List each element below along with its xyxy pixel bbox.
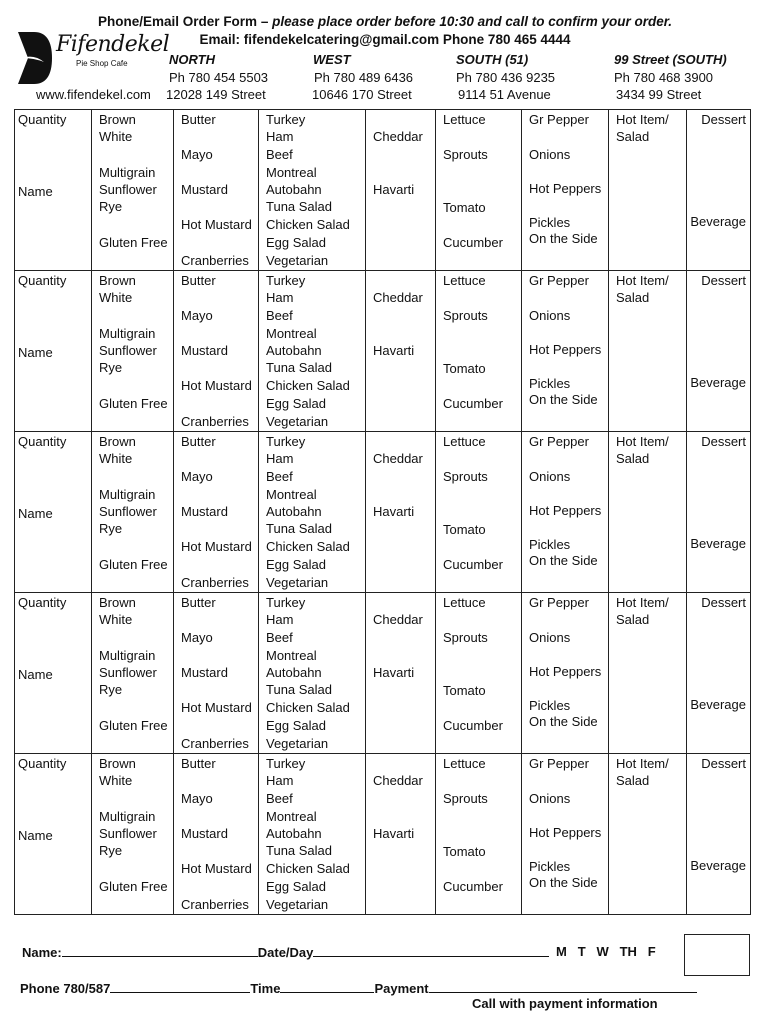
col-cheese[interactable]	[366, 110, 436, 271]
option-breads[interactable]: White	[99, 451, 133, 466]
option-meats[interactable]: Turkey	[266, 112, 306, 127]
option-spreads[interactable]: Butter	[181, 434, 216, 449]
col-spread[interactable]	[174, 754, 259, 915]
location-phone-north: Ph 780 454 5503	[169, 70, 269, 85]
col-veggies[interactable]	[522, 432, 609, 593]
col-quantity[interactable]	[15, 110, 92, 271]
option-meats[interactable]: Ham	[266, 129, 294, 144]
payment-line[interactable]	[429, 980, 697, 993]
option-veggies[interactable]: Onions	[529, 147, 571, 162]
option-spreads[interactable]: Mustard	[181, 826, 228, 841]
col-hot-item[interactable]	[609, 271, 687, 432]
col-hot-item[interactable]	[609, 110, 687, 271]
option-breads[interactable]: Multigrain	[99, 809, 156, 824]
option-meats[interactable]: Egg Salad	[266, 879, 326, 894]
option-veggies[interactable]: Pickles	[529, 215, 571, 230]
option-breads[interactable]: Brown	[99, 756, 136, 771]
day-w[interactable]: W	[596, 944, 609, 959]
option-breads[interactable]: Multigrain	[99, 165, 156, 180]
option-beverage[interactable]: Beverage	[690, 375, 746, 390]
col-bread[interactable]	[92, 593, 174, 754]
option-veggies[interactable]: Pickles	[529, 537, 571, 552]
option-meats[interactable]: Turkey	[266, 273, 306, 288]
option-quantity[interactable]: Quantity	[18, 595, 67, 610]
option-cheeses[interactable]: Havarti	[373, 343, 415, 358]
total-box[interactable]	[684, 934, 750, 976]
option-dessert[interactable]: Dessert	[701, 112, 746, 127]
time-label: Time	[250, 981, 281, 996]
option-veggies[interactable]: Onions	[529, 469, 571, 484]
col-bread[interactable]	[92, 432, 174, 593]
option-greens[interactable]: Sprouts	[443, 469, 488, 484]
name-label: Name:	[22, 945, 62, 960]
option-veggies[interactable]: On the Side	[529, 714, 598, 729]
col-quantity[interactable]	[15, 271, 92, 432]
option-meats[interactable]: Chicken Salad	[266, 539, 350, 554]
col-cheese[interactable]	[366, 754, 436, 915]
logo-name: Fifendekel	[56, 32, 170, 57]
option-spreads[interactable]: Cranberries	[181, 414, 249, 429]
col-spread[interactable]	[174, 432, 259, 593]
option-breads[interactable]: Brown	[99, 112, 136, 127]
option-spreads[interactable]: Butter	[181, 112, 216, 127]
col-extras[interactable]	[687, 271, 751, 432]
option-meats[interactable]: Chicken Salad	[266, 378, 350, 393]
option-veggies[interactable]: Gr Pepper	[529, 434, 589, 449]
option-meats[interactable]: Montreal	[266, 487, 317, 502]
option-veggies[interactable]: Hot Peppers	[529, 664, 602, 679]
option-spreads[interactable]: Mustard	[181, 665, 228, 680]
option-quantity[interactable]: Quantity	[18, 112, 67, 127]
option-meats[interactable]: Egg Salad	[266, 235, 326, 250]
option-spreads[interactable]: Hot Mustard	[181, 378, 252, 393]
col-bread[interactable]	[92, 110, 174, 271]
option-greens[interactable]: Lettuce	[443, 434, 486, 449]
option-spreads[interactable]: Mustard	[181, 504, 228, 519]
col-veggies[interactable]	[522, 593, 609, 754]
option-hot-item[interactable]: Hot Item/	[616, 273, 669, 288]
option-greens[interactable]: Sprouts	[443, 308, 488, 323]
option-breads[interactable]: Multigrain	[99, 326, 156, 341]
option-greens[interactable]: Cucumber	[443, 235, 503, 250]
option-meats[interactable]: Vegetarian	[266, 897, 329, 912]
logo-mark-icon	[14, 28, 54, 88]
col-quantity[interactable]	[15, 593, 92, 754]
logo-subtitle: Pie Shop Cafe	[76, 59, 128, 68]
option-breads[interactable]: White	[99, 129, 133, 144]
option-breads[interactable]: Rye	[99, 199, 123, 214]
option-breads[interactable]: Sunflower	[99, 182, 157, 197]
option-spreads[interactable]: Mayo	[181, 147, 213, 162]
col-hot-item[interactable]	[609, 432, 687, 593]
payment-label: Payment	[374, 981, 429, 996]
option-spreads[interactable]: Cranberries	[181, 575, 249, 590]
option-spreads[interactable]: Mayo	[181, 308, 213, 323]
option-name[interactable]: Name	[18, 506, 53, 521]
order-block	[15, 110, 751, 271]
option-veggies[interactable]: On the Side	[529, 553, 598, 568]
option-veggies[interactable]: On the Side	[529, 875, 598, 890]
option-veggies[interactable]: Hot Peppers	[529, 503, 602, 518]
option-dessert[interactable]: Dessert	[701, 756, 746, 771]
option-beverage[interactable]: Beverage	[690, 697, 746, 712]
phone-line[interactable]	[110, 980, 250, 993]
footer-phone-field[interactable]	[20, 980, 697, 996]
option-breads[interactable]: Gluten Free	[99, 396, 168, 411]
day-th[interactable]: TH	[619, 944, 637, 959]
col-meat[interactable]	[259, 593, 366, 754]
option-greens[interactable]: Sprouts	[443, 791, 488, 806]
option-veggies[interactable]: Onions	[529, 308, 571, 323]
option-dessert[interactable]: Dessert	[701, 273, 746, 288]
option-beverage[interactable]: Beverage	[690, 858, 746, 873]
option-cheeses[interactable]: Havarti	[373, 182, 415, 197]
option-meats[interactable]: Vegetarian	[266, 575, 329, 590]
option-meats[interactable]: Vegetarian	[266, 736, 329, 751]
order-block	[15, 432, 751, 593]
col-meat[interactable]	[259, 754, 366, 915]
option-spreads[interactable]: Mustard	[181, 182, 228, 197]
option-cheeses[interactable]: Havarti	[373, 826, 415, 841]
option-breads[interactable]: Brown	[99, 273, 136, 288]
option-meats[interactable]: Chicken Salad	[266, 700, 350, 715]
option-veggies[interactable]: Pickles	[529, 698, 571, 713]
option-meats[interactable]: Beef	[266, 308, 293, 323]
option-meats[interactable]: Turkey	[266, 595, 306, 610]
option-spreads[interactable]: Butter	[181, 595, 216, 610]
option-breads[interactable]: Rye	[99, 521, 123, 536]
option-meats[interactable]: Egg Salad	[266, 718, 326, 733]
option-veggies[interactable]: Gr Pepper	[529, 273, 589, 288]
option-dessert[interactable]: Dessert	[701, 434, 746, 449]
col-greens[interactable]	[436, 110, 522, 271]
option-greens[interactable]: Tomato	[443, 361, 486, 376]
option-meats[interactable]: Montreal	[266, 326, 317, 341]
location-name-west: WEST	[313, 52, 351, 67]
phone-label: Phone 780/587	[20, 981, 111, 996]
col-cheese[interactable]	[366, 593, 436, 754]
option-spreads[interactable]: Mayo	[181, 791, 213, 806]
option-breads[interactable]: Rye	[99, 682, 123, 697]
option-meats[interactable]: Autobahn	[266, 826, 322, 841]
option-spreads[interactable]: Mayo	[181, 630, 213, 645]
option-meats[interactable]: Ham	[266, 773, 294, 788]
option-meats[interactable]: Montreal	[266, 165, 317, 180]
col-spread[interactable]	[174, 110, 259, 271]
col-meat[interactable]	[259, 110, 366, 271]
option-spreads[interactable]: Cranberries	[181, 736, 249, 751]
option-greens[interactable]: Cucumber	[443, 718, 503, 733]
option-breads[interactable]: Multigrain	[99, 487, 156, 502]
option-meats[interactable]: Autobahn	[266, 665, 322, 680]
option-meats[interactable]: Egg Salad	[266, 557, 326, 572]
option-greens[interactable]: Lettuce	[443, 273, 486, 288]
option-spreads[interactable]: Butter	[181, 273, 216, 288]
option-meats[interactable]: Beef	[266, 469, 293, 484]
col-veggies[interactable]	[522, 754, 609, 915]
option-veggies[interactable]: Hot Peppers	[529, 181, 602, 196]
col-hot-item[interactable]	[609, 754, 687, 915]
option-greens[interactable]: Lettuce	[443, 112, 486, 127]
website-link[interactable]: www.fifendekel.com	[36, 87, 151, 102]
option-veggies[interactable]: Onions	[529, 791, 571, 806]
option-veggies[interactable]: On the Side	[529, 392, 598, 407]
option-breads[interactable]: Gluten Free	[99, 879, 168, 894]
col-bread[interactable]	[92, 754, 174, 915]
col-greens[interactable]	[436, 593, 522, 754]
option-cheeses[interactable]: Cheddar	[373, 773, 423, 788]
col-quantity[interactable]	[15, 432, 92, 593]
col-meat[interactable]	[259, 432, 366, 593]
col-spread[interactable]	[174, 593, 259, 754]
option-greens[interactable]: Cucumber	[443, 396, 503, 411]
option-meats[interactable]: Ham	[266, 290, 294, 305]
option-meats[interactable]: Beef	[266, 147, 293, 162]
location-address-99street: 3434 99 Street	[616, 87, 702, 102]
option-meats[interactable]: Tuna Salad	[266, 843, 333, 858]
option-spreads[interactable]: Hot Mustard	[181, 217, 252, 232]
option-greens[interactable]: Sprouts	[443, 630, 488, 645]
option-hot-item[interactable]: Hot Item/	[616, 434, 669, 449]
option-breads[interactable]: Rye	[99, 843, 123, 858]
option-greens[interactable]: Sprouts	[443, 147, 488, 162]
option-name[interactable]: Name	[18, 828, 53, 843]
option-spreads[interactable]: Cranberries	[181, 253, 249, 268]
location-name-north: NORTH	[169, 52, 215, 67]
form-title: Phone/Email Order Form – please place order before 10:30 and call to confirm your order.	[98, 14, 672, 29]
col-cheese[interactable]	[366, 432, 436, 593]
option-hot-item[interactable]: Hot Item/	[616, 595, 669, 610]
option-veggies[interactable]: Gr Pepper	[529, 595, 589, 610]
col-extras[interactable]	[687, 593, 751, 754]
col-bread[interactable]	[92, 271, 174, 432]
option-cheeses[interactable]: Havarti	[373, 665, 415, 680]
option-meats[interactable]: Tuna Salad	[266, 360, 333, 375]
option-veggies[interactable]: Hot Peppers	[529, 342, 602, 357]
footer-name-field[interactable]	[22, 944, 549, 960]
day-f[interactable]: F	[647, 944, 656, 959]
option-meats[interactable]: Tuna Salad	[266, 199, 333, 214]
option-hot-item[interactable]: Salad	[616, 290, 650, 305]
name-line[interactable]	[62, 944, 258, 957]
option-meats[interactable]: Turkey	[266, 756, 306, 771]
option-breads[interactable]: Sunflower	[99, 826, 157, 841]
option-hot-item[interactable]: Hot Item/	[616, 756, 669, 771]
day-t[interactable]: T	[577, 944, 586, 959]
option-breads[interactable]: Rye	[99, 360, 123, 375]
option-meats[interactable]: Autobahn	[266, 343, 322, 358]
option-spreads[interactable]: Hot Mustard	[181, 861, 252, 876]
option-spreads[interactable]: Hot Mustard	[181, 700, 252, 715]
call-note: Call with payment information	[472, 996, 658, 1011]
option-spreads[interactable]: Mayo	[181, 469, 213, 484]
col-spread[interactable]	[174, 271, 259, 432]
location-address-north: 12028 149 Street	[166, 87, 266, 102]
option-name[interactable]: Name	[18, 667, 53, 682]
option-meats[interactable]: Chicken Salad	[266, 217, 350, 232]
col-greens[interactable]	[436, 271, 522, 432]
option-meats[interactable]: Vegetarian	[266, 253, 329, 268]
time-line[interactable]	[280, 980, 374, 993]
option-breads[interactable]: Gluten Free	[99, 718, 168, 733]
option-meats[interactable]: Ham	[266, 451, 294, 466]
option-name[interactable]: Name	[18, 184, 53, 199]
option-breads[interactable]: Sunflower	[99, 504, 157, 519]
option-cheeses[interactable]: Cheddar	[373, 290, 423, 305]
option-quantity[interactable]: Quantity	[18, 273, 67, 288]
option-breads[interactable]: White	[99, 612, 133, 627]
contact-line: Email: fifendekelcatering@gmail.com Phone 780 465 4444	[199, 32, 571, 47]
option-meats[interactable]: Autobahn	[266, 504, 322, 519]
day-m[interactable]: M	[556, 944, 567, 959]
option-cheeses[interactable]: Cheddar	[373, 612, 423, 627]
option-breads[interactable]: Sunflower	[99, 665, 157, 680]
col-extras[interactable]	[687, 754, 751, 915]
option-breads[interactable]: Brown	[99, 434, 136, 449]
option-meats[interactable]: Tuna Salad	[266, 521, 333, 536]
location-address-west: 10646 170 Street	[312, 87, 412, 102]
option-veggies[interactable]: Hot Peppers	[529, 825, 602, 840]
option-breads[interactable]: Gluten Free	[99, 557, 168, 572]
option-hot-item[interactable]: Salad	[616, 773, 650, 788]
option-breads[interactable]: Brown	[99, 595, 136, 610]
option-meats[interactable]: Tuna Salad	[266, 682, 333, 697]
option-hot-item[interactable]: Salad	[616, 612, 650, 627]
option-breads[interactable]: White	[99, 290, 133, 305]
option-meats[interactable]: Montreal	[266, 648, 317, 663]
option-greens[interactable]: Lettuce	[443, 756, 486, 771]
option-meats[interactable]: Autobahn	[266, 182, 322, 197]
option-veggies[interactable]: Gr Pepper	[529, 112, 589, 127]
date-label: Date/Day	[257, 945, 314, 960]
option-meats[interactable]: Egg Salad	[266, 396, 326, 411]
weekday-options	[556, 944, 656, 959]
option-greens[interactable]: Tomato	[443, 683, 486, 698]
option-breads[interactable]: Multigrain	[99, 648, 156, 663]
option-spreads[interactable]: Mustard	[181, 343, 228, 358]
option-spreads[interactable]: Cranberries	[181, 897, 249, 912]
option-greens[interactable]: Tomato	[443, 844, 486, 859]
location-phone-west: Ph 780 489 6436	[314, 70, 414, 85]
option-veggies[interactable]: On the Side	[529, 231, 598, 246]
order-grid	[14, 109, 751, 915]
location-name-99street: 99 Street (SOUTH)	[614, 52, 727, 67]
option-spreads[interactable]: Hot Mustard	[181, 539, 252, 554]
col-extras[interactable]	[687, 432, 751, 593]
option-greens[interactable]: Lettuce	[443, 595, 486, 610]
option-breads[interactable]: Sunflower	[99, 343, 157, 358]
option-dessert[interactable]: Dessert	[701, 595, 746, 610]
option-meats[interactable]: Turkey	[266, 434, 306, 449]
option-meats[interactable]: Chicken Salad	[266, 861, 350, 876]
option-hot-item[interactable]: Salad	[616, 451, 650, 466]
col-veggies[interactable]	[522, 110, 609, 271]
option-greens[interactable]: Tomato	[443, 200, 486, 215]
option-breads[interactable]: Gluten Free	[99, 235, 168, 250]
location-address-south51: 9114 51 Avenue	[458, 87, 551, 102]
option-quantity[interactable]: Quantity	[18, 756, 67, 771]
option-beverage[interactable]: Beverage	[690, 536, 746, 551]
option-cheeses[interactable]: Cheddar	[373, 129, 423, 144]
option-greens[interactable]: Tomato	[443, 522, 486, 537]
col-quantity[interactable]	[15, 754, 92, 915]
location-phone-99street: Ph 780 468 3900	[614, 70, 714, 85]
option-cheeses[interactable]: Havarti	[373, 504, 415, 519]
col-meat[interactable]	[259, 271, 366, 432]
option-meats[interactable]: Beef	[266, 791, 293, 806]
col-greens[interactable]	[436, 754, 522, 915]
col-veggies[interactable]	[522, 271, 609, 432]
option-quantity[interactable]: Quantity	[18, 434, 67, 449]
option-meats[interactable]: Beef	[266, 630, 293, 645]
logo	[14, 28, 170, 90]
option-hot-item[interactable]: Salad	[616, 129, 650, 144]
option-greens[interactable]: Cucumber	[443, 879, 503, 894]
order-block	[15, 754, 751, 915]
option-name[interactable]: Name	[18, 345, 53, 360]
col-extras[interactable]	[687, 110, 751, 271]
location-phone-south51: Ph 780 436 9235	[456, 70, 556, 85]
option-meats[interactable]: Montreal	[266, 809, 317, 824]
option-veggies[interactable]: Onions	[529, 630, 571, 645]
order-block	[15, 271, 751, 432]
option-beverage[interactable]: Beverage	[690, 214, 746, 229]
option-meats[interactable]: Vegetarian	[266, 414, 329, 429]
option-veggies[interactable]: Gr Pepper	[529, 756, 589, 771]
option-meats[interactable]: Ham	[266, 612, 294, 627]
col-greens[interactable]	[436, 432, 522, 593]
date-line[interactable]	[313, 944, 549, 957]
option-greens[interactable]: Cucumber	[443, 557, 503, 572]
option-spreads[interactable]: Butter	[181, 756, 216, 771]
option-hot-item[interactable]: Hot Item/	[616, 112, 669, 127]
col-cheese[interactable]	[366, 271, 436, 432]
option-breads[interactable]: White	[99, 773, 133, 788]
option-cheeses[interactable]: Cheddar	[373, 451, 423, 466]
option-veggies[interactable]: Pickles	[529, 376, 571, 391]
col-hot-item[interactable]	[609, 593, 687, 754]
option-veggies[interactable]: Pickles	[529, 859, 571, 874]
order-block	[15, 593, 751, 754]
location-name-south51: SOUTH (51)	[456, 52, 529, 67]
